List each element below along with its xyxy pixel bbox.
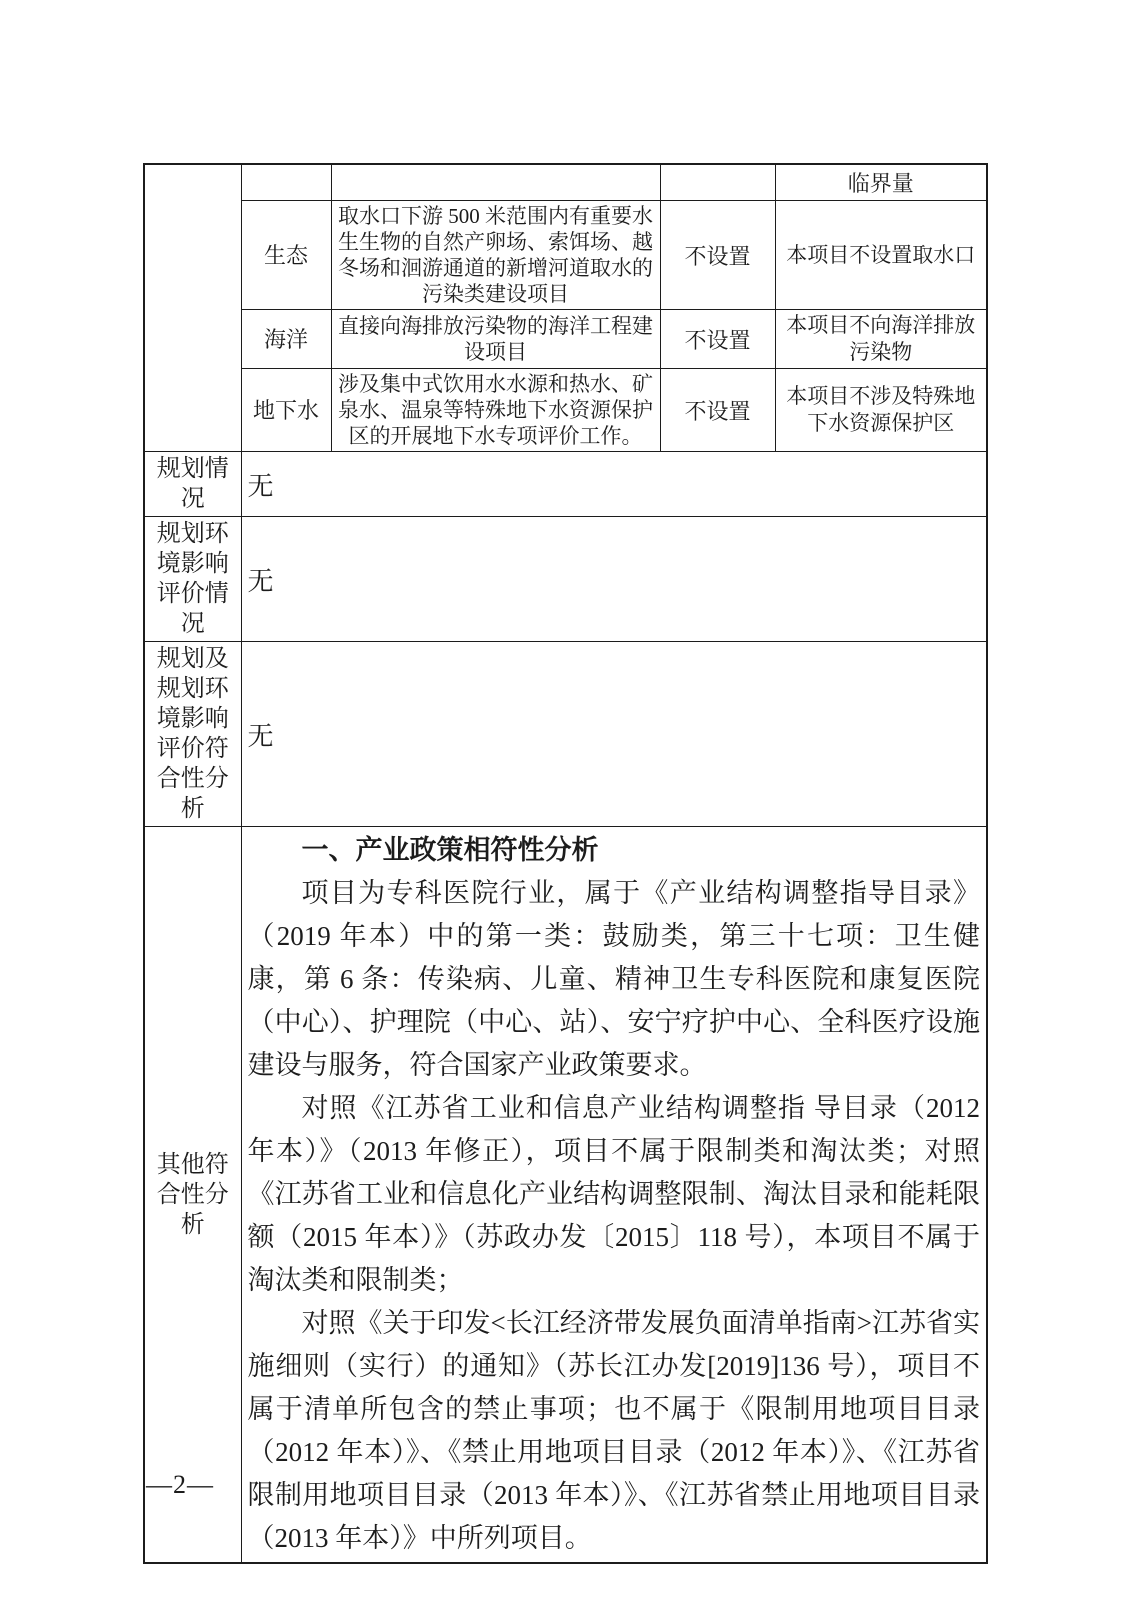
industry-policy-heading: 一、产业政策相符性分析 (301, 835, 599, 865)
cell-criteria-label: 临界量 (775, 164, 987, 201)
screening-compliance-table (143, 163, 988, 1564)
cell-condition-ecology: 取水口下游 500 米范围内有重要水生生物的自然产卵场、索饵场、越冬场和洄游通道的新增河道取水的污染类建设项目 (331, 201, 660, 310)
table-row-planning-conformity (144, 642, 987, 827)
cell-condition-groundwater: 涉及集中式饮用水水源和热水、矿泉水、温泉等特殊地下水资源保护区的开展地下水专项评价工作。 (331, 369, 660, 452)
analysis-paragraph-3: 对照《关于印发<长江经济带发展负面清单指南>江苏省实施细则（实行）的通知》（苏长江办发[2019]136 号），项目不属于清单所包含的禁止事项；也不属于《限制用地项目目录（2012 年本）》、《禁止用地项目目录（2012 年本）》、《江苏省限制用地项目目录（2013 年本）》、《江苏省禁止用地项目目录（2013 年本）》中所列项目。 (247, 1308, 980, 1553)
cell-partial-condition-empty (331, 164, 660, 201)
cell-value-planning-status: 无 (241, 452, 987, 517)
cell-label-other-conformity: 其他符合性分析 (144, 827, 241, 1564)
cell-partial-category-empty (241, 164, 331, 201)
cell-partial-setting-empty (660, 164, 775, 201)
cell-spanning-header-empty (144, 164, 241, 452)
cell-category-groundwater: 地下水 (241, 369, 331, 452)
cell-value-planning-eia-status: 无 (241, 517, 987, 642)
page-number: —2— (146, 1470, 214, 1499)
analysis-paragraph-1: 项目为专科医院行业，属于《产业结构调整指导目录》（2019 年本）中的第一类：鼓励类，第三十七项：卫生健康，第 6 条：传染病、儿童、精神卫生专科医院和康复医院（中心）、护理院（中心、站）、安宁疗护中心、全科医疗设施建设与服务，符合国家产业政策要求。 (247, 878, 980, 1080)
table-row-planning-eia-status (144, 517, 987, 642)
cell-other-conformity-analysis (241, 827, 987, 1564)
table-row-partial (144, 164, 987, 201)
cell-conclusion-ocean: 本项目不向海洋排放污染物 (775, 310, 987, 369)
table-row-other-conformity (144, 827, 987, 1564)
cell-label-planning-conformity: 规划及规划环境影响评价符合性分析 (144, 642, 241, 827)
cell-setting-ecology: 不设置 (660, 201, 775, 310)
table-row-planning-status (144, 452, 987, 517)
cell-conclusion-ecology: 本项目不设置取水口 (775, 201, 987, 310)
cell-setting-groundwater: 不设置 (660, 369, 775, 452)
cell-label-planning-status: 规划情况 (144, 452, 241, 517)
analysis-paragraph-2: 对照《江苏省工业和信息产业结构调整指 导目录（2012 年本）》（2013 年修正），项目不属于限制类和淘汰类；对照《江苏省工业和信息化产业结构调整限制、淘汰目录和能耗限额（2015 年本）》（苏政办发〔2015〕118 号），本项目不属于淘汰类和限制类； (247, 1093, 980, 1295)
table-row-ecology (144, 201, 987, 310)
cell-setting-ocean: 不设置 (660, 310, 775, 369)
table-row-ocean (144, 310, 987, 369)
cell-category-ecology: 生态 (241, 201, 331, 310)
cell-conclusion-groundwater: 本项目不涉及特殊地下水资源保护区 (775, 369, 987, 452)
table-row-groundwater (144, 369, 987, 452)
cell-value-planning-conformity: 无 (241, 642, 987, 827)
cell-category-ocean: 海洋 (241, 310, 331, 369)
cell-label-planning-eia-status: 规划环境影响评价情况 (144, 517, 241, 642)
cell-condition-ocean: 直接向海排放污染物的海洋工程建设项目 (331, 310, 660, 369)
